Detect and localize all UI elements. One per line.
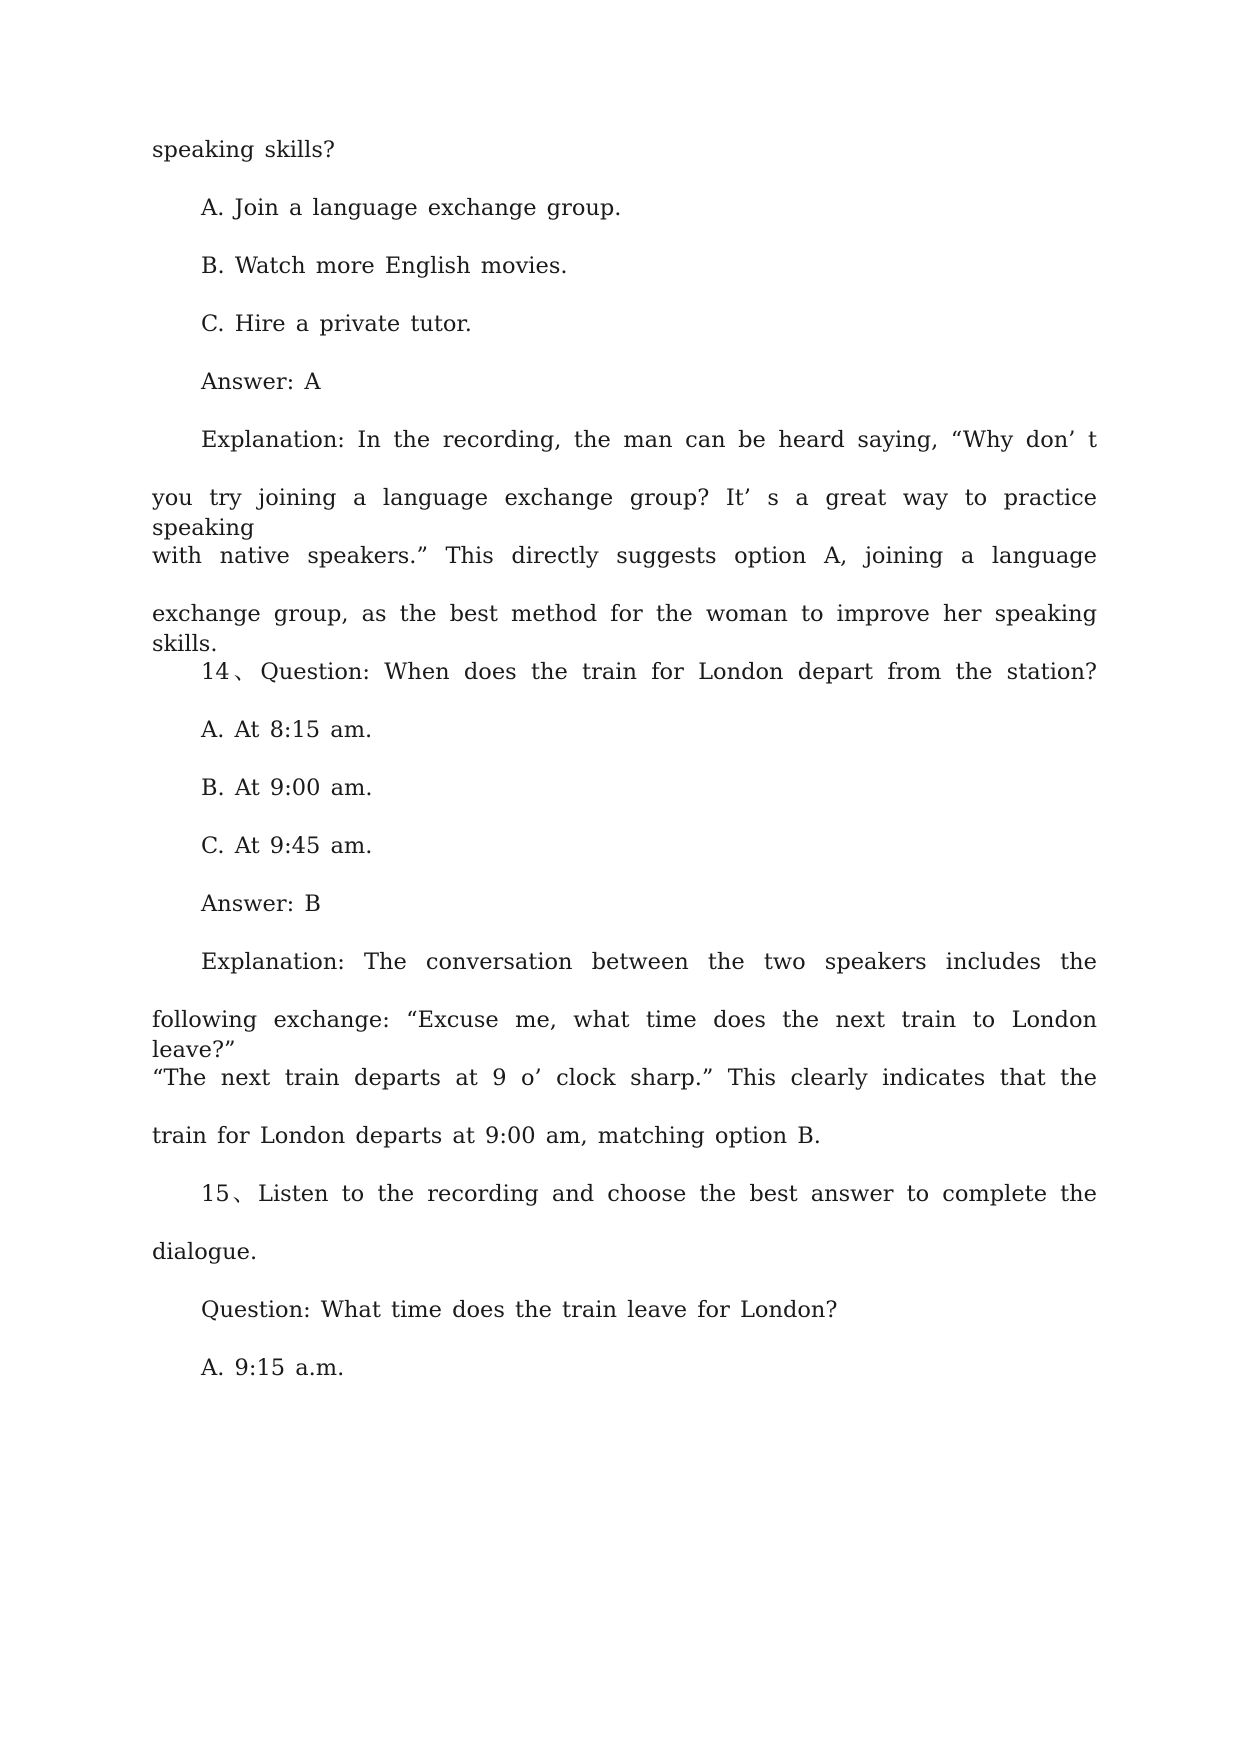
q13-answer: Answer: A: [201, 369, 321, 395]
question-13-tail: speaking skills?: [152, 137, 335, 163]
q13-option-b: B. Watch more English movies.: [201, 253, 568, 279]
q13-explanation-line-2: you try joining a language exchange group? It’ s a great way to practice speaking: [152, 485, 1097, 541]
question-15-intro-line-1: 15、Listen to the recording and choose the best answer to complete the: [201, 1181, 1097, 1207]
q14-explanation-line-3: “The next train departs at 9 o’ clock sharp.” This clearly indicates that the: [152, 1065, 1097, 1091]
q14-explanation-line-2: following exchange: “Excuse me, what time does the next train to London leave?”: [152, 1007, 1097, 1063]
q14-option-c: C. At 9:45 am.: [201, 833, 373, 859]
question-14: 14、Question: When does the train for London depart from the station?: [201, 659, 1097, 685]
q14-answer: Answer: B: [201, 891, 321, 917]
q15-option-a: A. 9:15 a.m.: [201, 1355, 345, 1381]
q14-option-a: A. At 8:15 am.: [201, 717, 373, 743]
q14-option-b: B. At 9:00 am.: [201, 775, 373, 801]
q13-explanation-line-1: Explanation: In the recording, the man can be heard saying, “Why don’ t: [201, 427, 1097, 453]
q13-explanation-line-4: exchange group, as the best method for the woman to improve her speaking skills.: [152, 601, 1097, 657]
q14-explanation-line-4: train for London departs at 9:00 am, matching option B.: [152, 1123, 821, 1149]
question-15-intro-line-2: dialogue.: [152, 1239, 258, 1265]
question-15: Question: What time does the train leave for London?: [201, 1297, 838, 1323]
q13-option-a: A. Join a language exchange group.: [201, 195, 622, 221]
q13-explanation-line-3: with native speakers.” This directly suggests option A, joining a language: [152, 543, 1097, 569]
q13-option-c: C. Hire a private tutor.: [201, 311, 472, 337]
q14-explanation-line-1: Explanation: The conversation between the two speakers includes the: [201, 949, 1097, 975]
